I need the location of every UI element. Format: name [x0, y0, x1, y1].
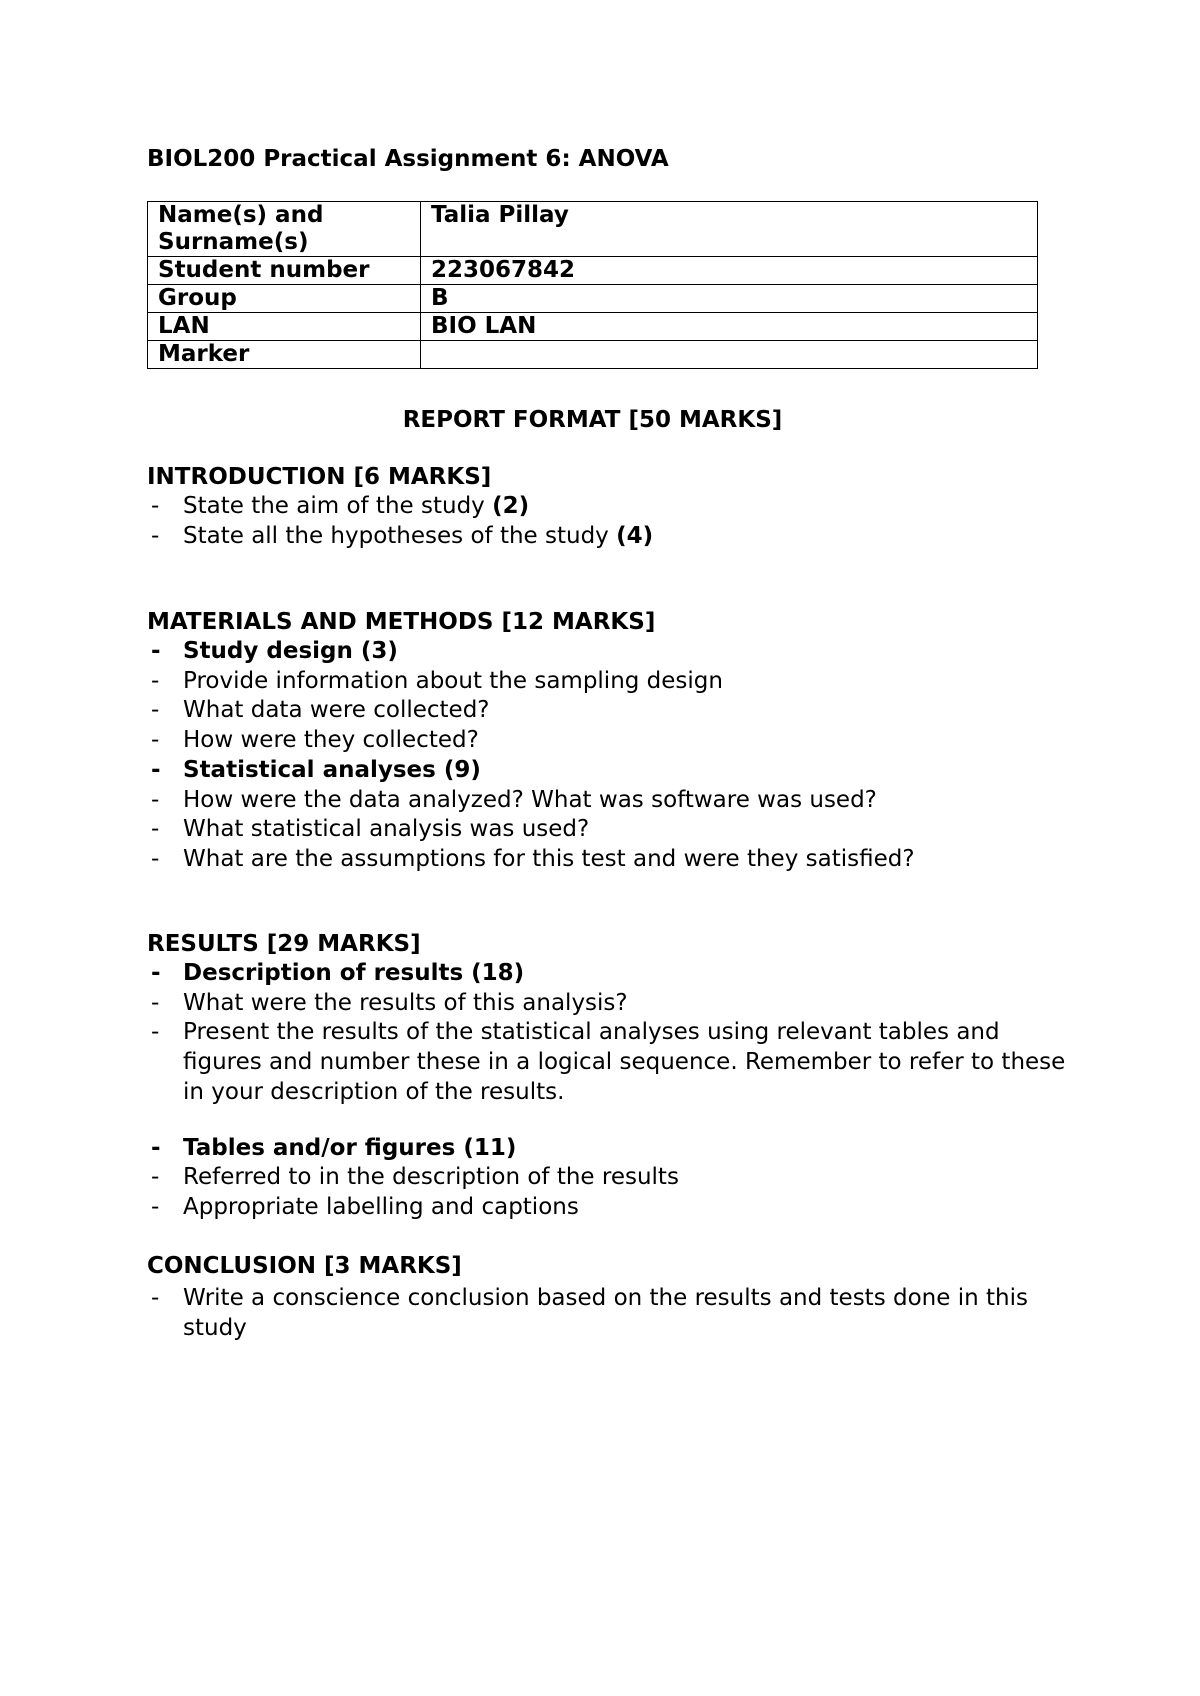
- student-number-value: 223067842: [421, 257, 1038, 285]
- student-number-label: Student number: [148, 257, 421, 285]
- group-value: B: [421, 285, 1038, 313]
- item-text: How were they collected?: [183, 727, 479, 754]
- list-item: [147, 756, 1067, 786]
- methods-section: [147, 607, 1067, 875]
- results-list: [147, 959, 1067, 1108]
- list-item: [147, 492, 1067, 522]
- list-item: [147, 959, 1067, 989]
- dash-bullet: -: [151, 786, 160, 813]
- list-item: [147, 667, 1067, 697]
- item-text: Description of results (18): [183, 960, 525, 986]
- list-item: [147, 1284, 1067, 1343]
- results-list-tables: [147, 1134, 1067, 1223]
- name-value: Talia Pillay: [421, 202, 1038, 257]
- item-text: Present the results of the statistical analyses using relevant tables and figures and number these in a logical sequence. Remember to refer to these in your description of the results.: [183, 1019, 1066, 1105]
- introduction-heading: INTRODUCTION [6 MARKS]: [147, 464, 492, 490]
- item-marks: (2): [492, 493, 530, 519]
- conclusion-section: [147, 1251, 1067, 1343]
- dash-bullet: -: [151, 1285, 160, 1311]
- list-item: [147, 815, 1067, 845]
- dash-bullet: -: [151, 638, 161, 664]
- item-text: What statistical analysis was used?: [183, 816, 590, 843]
- dash-bullet: -: [151, 960, 161, 986]
- list-item: [147, 726, 1067, 756]
- dash-bullet: -: [151, 1019, 160, 1046]
- student-info-table: [147, 201, 1038, 369]
- item-text: Statistical analyses (9): [183, 756, 481, 783]
- dash-bullet: -: [151, 816, 160, 843]
- table-row: [148, 313, 1038, 341]
- item-text: Write a conscience conclusion based on the results and tests done in this study: [183, 1285, 1028, 1341]
- introduction-list: [147, 492, 1067, 551]
- dash-bullet: -: [151, 493, 160, 519]
- dash-bullet: -: [151, 756, 161, 783]
- item-text: Referred to in the description of the results: [183, 1164, 679, 1191]
- lan-label: LAN: [148, 313, 421, 341]
- list-item: [147, 1193, 1067, 1223]
- marker-value: [421, 341, 1038, 369]
- conclusion-list: [147, 1284, 1067, 1343]
- item-text: What data were collected?: [183, 697, 490, 724]
- item-text: What are the assumptions for this test and were they satisfied?: [183, 845, 915, 872]
- item-marks: (4): [616, 522, 654, 549]
- dash-bullet: -: [151, 667, 160, 694]
- report-format-heading: REPORT FORMAT [50 MARKS]: [402, 407, 783, 433]
- item-text: Study design (3): [183, 638, 398, 664]
- methods-heading: MATERIALS AND METHODS [12 MARKS]: [147, 609, 656, 635]
- list-item: [147, 696, 1067, 726]
- dash-bullet: -: [151, 727, 160, 754]
- table-row: [148, 202, 1038, 257]
- list-item: [147, 1018, 1067, 1107]
- dash-bullet: -: [151, 845, 160, 872]
- dash-bullet: -: [151, 1134, 161, 1161]
- name-label: Name(s) and Surname(s): [148, 202, 421, 257]
- dash-bullet: -: [151, 989, 160, 1016]
- dash-bullet: -: [151, 1193, 160, 1220]
- table-row: [148, 257, 1038, 285]
- table-row: [148, 285, 1038, 313]
- item-text: State all the hypotheses of the study: [183, 522, 617, 549]
- item-text: Tables and/or figures (11): [183, 1134, 517, 1161]
- document-page: [147, 0, 1067, 1696]
- document-title: BIOL200 Practical Assignment 6: ANOVA: [147, 146, 669, 172]
- spacer: [147, 1108, 1067, 1134]
- item-text: Provide information about the sampling design: [183, 667, 723, 694]
- list-item: [147, 786, 1067, 816]
- table-row: [148, 341, 1038, 369]
- item-text: How were the data analyzed? What was software was used?: [183, 786, 877, 813]
- dash-bullet: -: [151, 1164, 160, 1191]
- item-text: What were the results of this analysis?: [183, 989, 628, 1016]
- list-item: [147, 1163, 1067, 1193]
- item-text: State the aim of the study: [183, 493, 493, 519]
- dash-bullet: -: [151, 697, 160, 724]
- introduction-section: [147, 462, 1067, 551]
- list-item: [147, 845, 1067, 875]
- list-item: [147, 989, 1067, 1019]
- list-item: [147, 522, 1067, 552]
- list-item: [147, 637, 1067, 667]
- list-item: [147, 1134, 1067, 1164]
- group-label: Group: [148, 285, 421, 313]
- marker-label: Marker: [148, 341, 421, 369]
- conclusion-heading: CONCLUSION [3 MARKS]: [147, 1253, 462, 1279]
- dash-bullet: -: [151, 522, 160, 549]
- lan-value: BIO LAN: [421, 313, 1038, 341]
- results-heading: RESULTS [29 MARKS]: [147, 931, 421, 957]
- methods-list: [147, 637, 1067, 875]
- item-text: Appropriate labelling and captions: [183, 1193, 579, 1220]
- results-section: [147, 929, 1067, 1223]
